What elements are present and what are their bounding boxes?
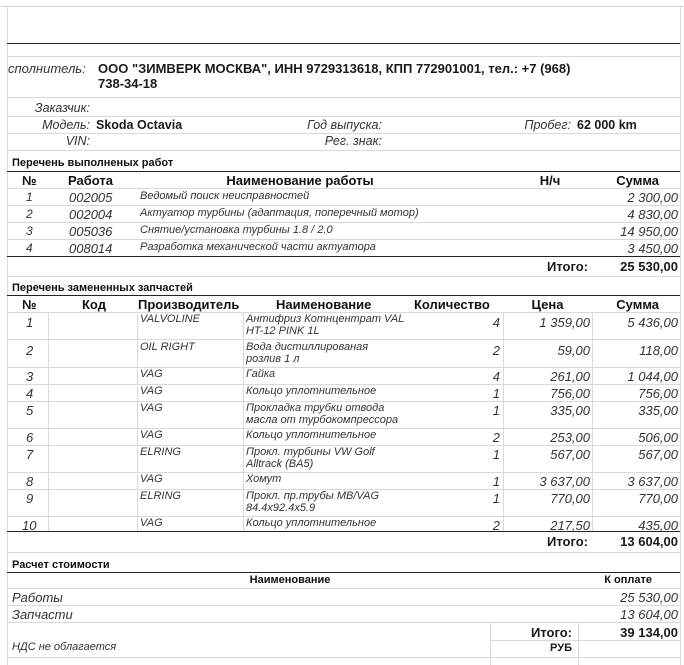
part-maker: OIL RIGHT bbox=[140, 341, 195, 353]
model-value: Skoda Octavia bbox=[96, 118, 183, 132]
part-sum: 435,00 bbox=[638, 518, 678, 533]
work-name: Актуатор турбины (адаптация, поперечный мотор) bbox=[140, 207, 419, 219]
parts-header-qty: Количество bbox=[414, 297, 490, 312]
calc-parts-label: Запчасти bbox=[12, 607, 73, 622]
parts-title: Перечень замененных запчастей bbox=[12, 282, 193, 294]
work-name: Разработка механической части актуатора bbox=[140, 241, 376, 253]
part-maker: VAG bbox=[140, 402, 163, 414]
part-num: 5 bbox=[26, 403, 34, 418]
work-name: Ведомый поиск неисправностей bbox=[140, 190, 310, 202]
works-title: Перечень выполненых работ bbox=[12, 157, 174, 169]
part-name: Прокл. турбины VW Golf Alltrack (BA5) bbox=[246, 446, 375, 470]
part-price: 253,00 bbox=[550, 430, 590, 445]
part-num: 8 bbox=[26, 474, 34, 489]
mileage-value: 62 000 km bbox=[577, 118, 637, 132]
part-sum: 506,00 bbox=[638, 430, 678, 445]
part-sum: 3 637,00 bbox=[627, 474, 678, 489]
part-qty: 4 bbox=[492, 315, 500, 330]
works-header-code: Работа bbox=[68, 173, 113, 188]
calc-works-value: 25 530,00 bbox=[620, 590, 678, 605]
part-maker: ELRING bbox=[140, 446, 181, 458]
part-name: Гайка bbox=[246, 368, 276, 380]
part-price: 59,00 bbox=[557, 343, 590, 358]
works-total-value: 25 530,00 bbox=[620, 259, 678, 274]
calc-currency: РУБ bbox=[550, 642, 572, 654]
executor-label: сполнитель: bbox=[8, 61, 86, 76]
part-qty: 1 bbox=[492, 386, 500, 401]
work-code: 008014 bbox=[69, 241, 113, 256]
calc-parts-value: 13 604,00 bbox=[620, 607, 678, 622]
part-maker: VAG bbox=[140, 517, 163, 529]
mileage-label: Пробег: bbox=[524, 118, 571, 132]
parts-header-name: Наименование bbox=[276, 297, 372, 312]
part-sum: 756,00 bbox=[638, 386, 678, 401]
work-num: 4 bbox=[26, 241, 33, 255]
model-label: Модель: bbox=[42, 118, 90, 132]
executor-value-line2: 738-34-18 bbox=[98, 76, 158, 91]
part-qty: 4 bbox=[492, 369, 500, 384]
part-sum: 5 436,00 bbox=[627, 315, 678, 330]
part-maker: VAG bbox=[140, 429, 163, 441]
part-qty: 1 bbox=[492, 491, 500, 506]
calc-header-name: Наименование bbox=[249, 574, 331, 586]
work-code: 002005 bbox=[69, 190, 113, 205]
part-maker: VAG bbox=[140, 385, 163, 397]
works-header-num: № bbox=[22, 173, 37, 188]
work-sum: 2 300,00 bbox=[627, 190, 678, 205]
calc-title: Расчет стоимости bbox=[12, 559, 110, 571]
part-num: 10 bbox=[22, 518, 37, 533]
work-sum: 4 830,00 bbox=[627, 207, 678, 222]
work-code: 002004 bbox=[69, 207, 113, 222]
part-qty: 2 bbox=[492, 343, 500, 358]
vat-note: НДС не облагается bbox=[12, 641, 117, 653]
part-sum: 567,00 bbox=[638, 447, 678, 462]
part-num: 9 bbox=[26, 491, 34, 506]
part-maker: VALVOLINE bbox=[140, 313, 200, 325]
part-name: Кольцо уплотнительное bbox=[246, 429, 377, 441]
work-num: 2 bbox=[26, 207, 33, 221]
part-sum: 118,00 bbox=[639, 343, 678, 358]
works-header-sum: Сумма bbox=[616, 173, 659, 188]
calc-total-label: Итого: bbox=[531, 625, 572, 640]
part-name: Кольцо уплотнительное bbox=[246, 385, 377, 397]
part-name: Антифриз Котнцентрат VAL HT-12 PINK 1L bbox=[246, 313, 405, 337]
part-num: 1 bbox=[26, 315, 34, 330]
part-name: Вода дистиллированая розлив 1 л bbox=[246, 341, 369, 365]
part-sum: 1 044,00 bbox=[627, 369, 678, 384]
calc-header-pay: К оплате bbox=[604, 574, 652, 586]
part-qty: 1 bbox=[492, 474, 500, 489]
year-label: Год выпуска: bbox=[307, 118, 382, 132]
part-name: Хомут bbox=[246, 473, 282, 485]
work-num: 1 bbox=[26, 190, 33, 204]
part-name: Прокл. пр.трубы MB/VAG 84.4x92.4x5.9 bbox=[246, 490, 379, 514]
part-qty: 1 bbox=[492, 447, 500, 462]
part-num: 7 bbox=[26, 447, 34, 462]
part-sum: 335,00 bbox=[638, 403, 678, 418]
part-price: 567,00 bbox=[550, 447, 590, 462]
parts-header-maker: Производитель bbox=[138, 297, 240, 312]
part-qty: 1 bbox=[492, 403, 500, 418]
part-num: 6 bbox=[26, 430, 34, 445]
part-qty: 2 bbox=[492, 518, 500, 533]
vin-label: VIN: bbox=[65, 134, 90, 148]
parts-header-price: Цена bbox=[531, 297, 564, 312]
part-price: 261,00 bbox=[550, 369, 590, 384]
parts-header-sum: Сумма bbox=[616, 297, 659, 312]
customer-label: Заказчик: bbox=[34, 101, 90, 115]
part-qty: 2 bbox=[492, 430, 500, 445]
work-code: 005036 bbox=[69, 224, 113, 239]
part-price: 335,00 bbox=[550, 403, 590, 418]
part-name: Кольцо уплотнительное bbox=[246, 517, 377, 529]
part-price: 3 637,00 bbox=[539, 474, 590, 489]
part-name: Прокладка трубки отвода масла от турбокомпрессора bbox=[246, 402, 399, 426]
executor-value-line1: ООО "ЗИМВЕРК МОСКВА", ИНН 9729313618, КПП 772901001, тел.: +7 (968) bbox=[98, 61, 571, 76]
part-price: 770,00 bbox=[550, 491, 590, 506]
part-num: 3 bbox=[26, 369, 34, 384]
works-header-name: Наименование работы bbox=[226, 173, 374, 188]
calc-total-value: 39 134,00 bbox=[620, 625, 678, 640]
work-sum: 3 450,00 bbox=[627, 241, 678, 256]
part-num: 4 bbox=[26, 386, 34, 401]
work-name: Снятие/установка турбины 1.8 / 2.0 bbox=[140, 224, 333, 236]
works-header-nh: Н/ч bbox=[539, 173, 561, 188]
part-maker: ELRING bbox=[140, 490, 181, 502]
parts-header-code: Код bbox=[82, 297, 106, 312]
part-price: 1 359,00 bbox=[539, 315, 590, 330]
part-maker: VAG bbox=[140, 473, 163, 485]
part-sum: 770,00 bbox=[638, 491, 678, 506]
calc-works-label: Работы bbox=[12, 590, 63, 605]
reg-label: Рег. знак: bbox=[324, 134, 382, 148]
part-num: 2 bbox=[26, 343, 34, 358]
part-price: 756,00 bbox=[550, 386, 590, 401]
work-num: 3 bbox=[26, 224, 33, 238]
part-maker: VAG bbox=[140, 368, 163, 380]
works-total-label: Итого: bbox=[547, 259, 588, 274]
parts-total-value: 13 604,00 bbox=[620, 534, 678, 549]
parts-total-label: Итого: bbox=[547, 534, 588, 549]
work-sum: 14 950,00 bbox=[620, 224, 678, 239]
parts-header-num: № bbox=[22, 297, 37, 312]
part-price: 217,50 bbox=[550, 518, 590, 533]
